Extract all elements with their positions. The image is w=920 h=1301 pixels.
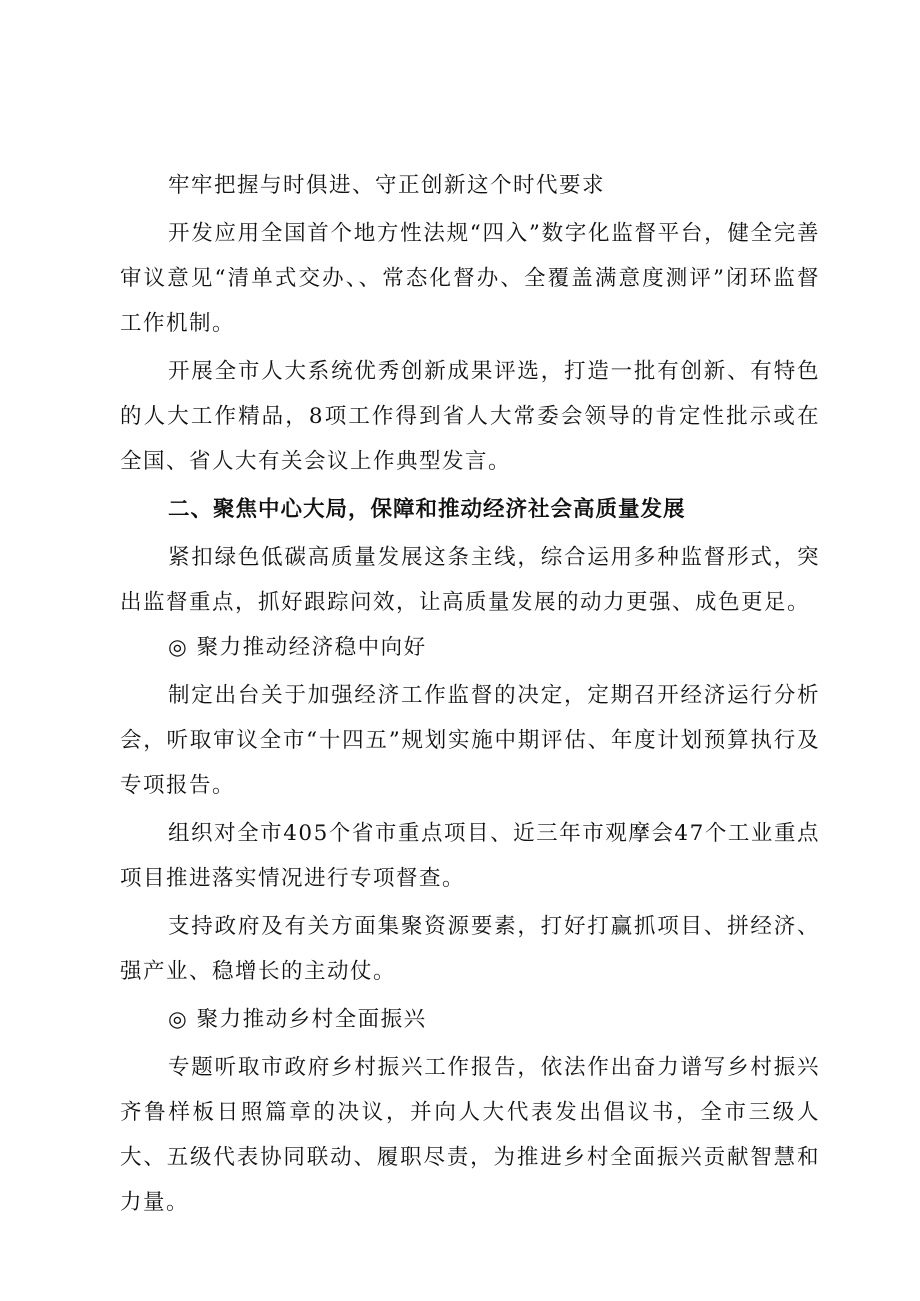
document-body [120, 163, 820, 1225]
paragraph-government-support: 支持政府及有关方面集聚资源要素，打好打赢抓项目、拼经济、强产业、稳增长的主动仗。 [120, 914, 820, 984]
paragraph-rural-report: 专题听取市政府乡村振兴工作报告，依法作出奋力谱写乡村振兴齐鲁样板日照篇章的决议，并向人大代表发出倡议书，全市三级人大、五级代表协同联动、履职尽责，为推进乡村全面振兴贡献智慧和力量。 [120, 1055, 820, 1215]
paragraph-innovation-selection: 开展全市人大系统优秀创新成果评选，打造一批有创新、有特色的人大工作精品，8项工作得到省人大常委会领导的肯定性批示或在全国、省人大有关会议上作典型发言。 [120, 359, 820, 474]
paragraph-era-requirement: 牢牢把握与时俱进、守正创新这个时代要求 [168, 173, 606, 198]
paragraph-project-inspection: 组织对全市405个省市重点项目、近三年市观摩会47个工业重点项目推进落实情况进行专项督查。 [120, 821, 820, 891]
paragraph-economic-supervision: 制定出台关于加强经济工作监督的决定，定期召开经济运行分析会，听取审议全市“十四五”规划实施中期评估、年度计划预算执行及专项报告。 [120, 683, 820, 798]
subheading-rural-revitalization: ◎ 聚力推动乡村全面振兴 [168, 1007, 427, 1032]
subheading-economy: ◎ 聚力推动经济稳中向好 [168, 635, 427, 660]
paragraph-green-development: 紧扣绿色低碳高质量发展这条主线，综合运用多种监督形式，突出监督重点，抓好跟踪问效，让高质量发展的动力更强、成色更足。 [120, 545, 820, 615]
paragraph-digital-platform: 开发应用全国首个地方性法规“四入”数字化监督平台，健全完善审议意见“清单式交办、、常态化督办、全覆盖满意度测评”闭环监督工作机制。 [120, 221, 820, 336]
section-heading-2: 二、聚焦中心大局，保障和推动经济社会高质量发展 [168, 497, 686, 522]
